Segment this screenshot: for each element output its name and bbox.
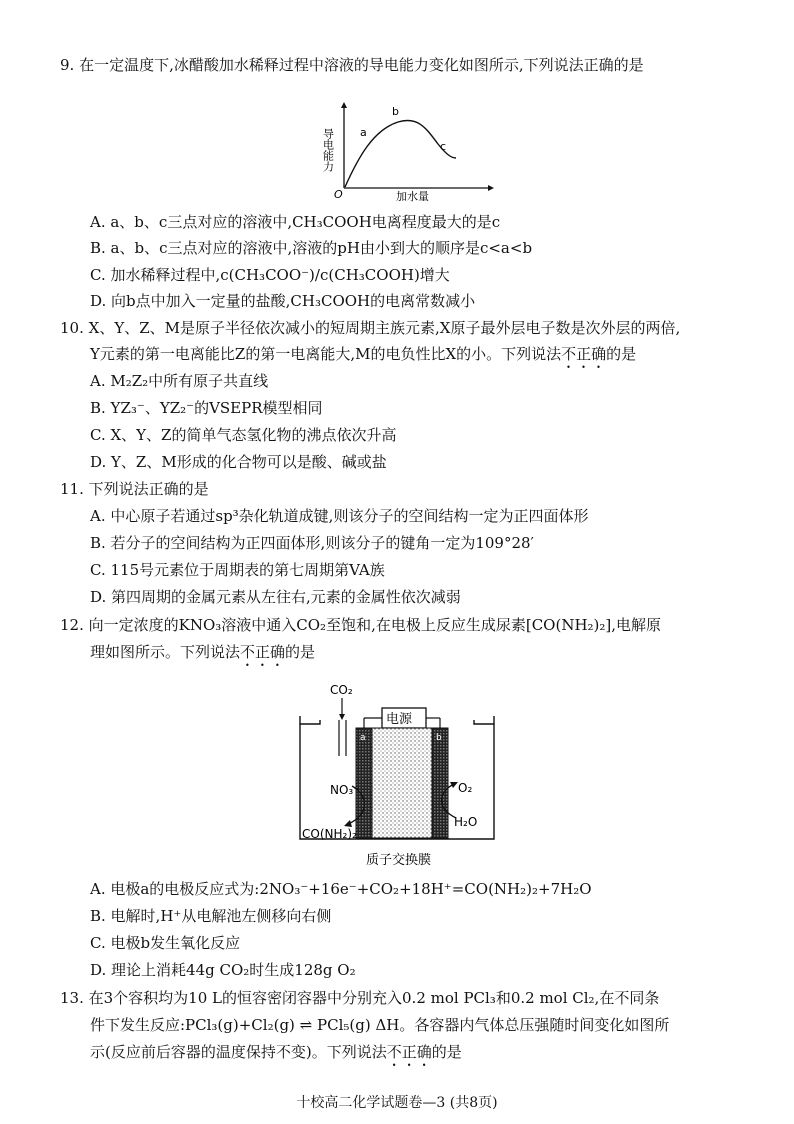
q12-line2-pre: 理如图所示。下列说法	[90, 643, 241, 661]
q12-option-c: C. 电极b发生氧化反应	[90, 934, 241, 952]
q9-xlabel: 加水量	[396, 190, 429, 203]
q10-option-d: D. Y、Z、M形成的化合物可以是酸、碱或盐	[90, 453, 387, 471]
q9-option-c: C. 加水稀释过程中,c(CH₃COO⁻)/c(CH₃COOH)增大	[90, 266, 450, 284]
q10-number: 10.	[60, 319, 84, 337]
q10-line1-text: X、Y、Z、M是原子半径依次减小的短周期主族元素,X原子最外层电子数是次外层的两倍,	[88, 319, 681, 337]
q12-option-b: B. 电解时,H⁺从电解池左侧移向右侧	[90, 907, 332, 925]
q10-emphasis: 不正确	[561, 345, 607, 363]
q13-line1-text: 在3个容积均为10 L的恒容密闭容器中分别充入0.2 mol PCl₃和0.2 mol Cl₂,在不同条	[88, 989, 660, 1007]
q9-option-a: A. a、b、c三点对应的溶液中,CH₃COOH电离程度最大的是c	[90, 213, 501, 231]
q9-point-c: c	[440, 140, 447, 153]
q12-stem-line1	[60, 614, 750, 636]
q13-line3-pre: 示(反应前后容器的温度保持不变)。下列说法	[90, 1043, 387, 1061]
q9-option-d: D. 向b点中加入一定量的盐酸,CH₃COOH的电离常数减小	[90, 292, 476, 310]
q10-option-c: C. X、Y、Z的简单气态氢化物的沸点依次升高	[90, 426, 397, 444]
q12-electrode-a-label: a	[360, 733, 366, 743]
q10-stem-line1	[60, 317, 750, 339]
q12-option-d: D. 理论上消耗44g CO₂时生成128g O₂	[90, 961, 356, 979]
q12-option-a: A. 电极a的电极反应式为:2NO₃⁻+16e⁻+CO₂+18H⁺=CO(NH₂)₂+7H₂O	[90, 880, 592, 898]
q13-stem-line3	[90, 1041, 780, 1070]
q9-point-a: a	[360, 126, 367, 139]
q12-electrode-b-label: b	[436, 733, 442, 743]
q10-line2-post: 的是	[606, 345, 637, 363]
q9-stem-text: 在一定温度下,冰醋酸加水稀释过程中溶液的导电能力变化如图所示,下列说法正确的是	[79, 56, 644, 74]
q11-stem	[60, 478, 750, 500]
q13-stem-line2: 件下发生反应:PCl₃(g)+Cl₂(g) ⇌ PCl₅(g) ΔH。各容器内气体总压强随时间变化如图所	[90, 1016, 670, 1034]
q11-option-a: A. 中心原子若通过sp³杂化轨道成键,则该分子的空间结构一定为正四面体形	[90, 507, 589, 525]
q12-electrode-b	[432, 728, 448, 838]
q12-o2-label: O₂	[458, 781, 473, 795]
q12-number: 12.	[60, 616, 84, 634]
q9-origin: O	[334, 188, 343, 201]
q13-line3-post: 的是	[431, 1043, 462, 1061]
q12-power-label: 电源	[386, 712, 413, 727]
q12-co2-label: CO₂	[330, 683, 353, 697]
q11-stem-text: 下列说法正确的是	[88, 480, 209, 498]
q10-option-a: A. M₂Z₂中所有原子共直线	[90, 372, 269, 390]
q12-membrane-label: 质子交换膜	[366, 853, 432, 868]
q13-stem-line1	[60, 987, 750, 1009]
q12-urea-label: CO(NH₂)₂	[302, 827, 357, 841]
q11-option-c: C. 115号元素位于周期表的第七周期第VA族	[90, 561, 385, 579]
page-footer: 十校高二化学试题卷—3 (共8页)	[296, 1095, 498, 1111]
q10-line2-pre: Y元素的第一电离能比Z的第一电离能大,M的电负性比X的小。下列说法	[90, 345, 562, 363]
q11-number: 11.	[60, 480, 84, 498]
q12-stem-line2	[90, 641, 780, 670]
q10-option-b: B. YZ₃⁻、YZ₂⁻的VSEPR模型相同	[90, 399, 323, 417]
q12-nitrate-label: NO₃⁻	[330, 783, 360, 797]
q9-stem	[60, 54, 750, 76]
q11-option-b: B. 若分子的空间结构为正四面体形,则该分子的键角一定为109°28′	[90, 534, 534, 552]
q12-water-label: H₂O	[454, 815, 478, 829]
q12-emphasis: 不正确	[240, 643, 286, 661]
q12-line1-text: 向一定浓度的KNO₃溶液中通入CO₂至饱和,在电极上反应生成尿素[CO(NH₂)₂],电解原	[88, 616, 662, 634]
q12-line2-post: 的是	[285, 643, 316, 661]
q11-option-d: D. 第四周期的金属元素从左往右,元素的金属性依次减弱	[90, 588, 461, 606]
q9-point-b: b	[392, 105, 399, 118]
q13-number: 13.	[60, 989, 84, 1007]
q12-electrolysis-diagram	[290, 676, 510, 874]
q13-emphasis: 不正确	[386, 1043, 432, 1061]
q9-option-b: B. a、b、c三点对应的溶液中,溶液的pH由小到大的顺序是c<a<b	[90, 239, 533, 257]
q9-number: 9.	[60, 56, 75, 74]
q9-ylabel: 导电能力	[321, 128, 335, 172]
q9-conductivity-graph	[318, 98, 498, 204]
q12-membrane	[372, 728, 432, 838]
q10-stem-line2	[90, 343, 780, 372]
